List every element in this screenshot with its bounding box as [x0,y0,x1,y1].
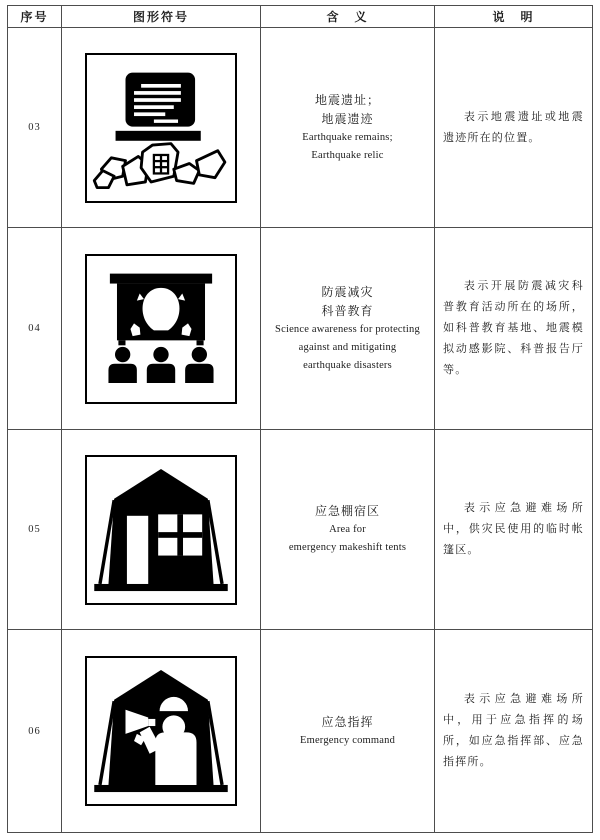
row-number: 03 [8,28,62,228]
description-text: 表示地震遗址或地震遗迹所在的位置。 [443,110,584,144]
meaning-line: 应急指挥 [321,714,374,729]
meaning-line: Earthquake relic [311,149,384,161]
meaning-line: Emergency command [299,734,396,746]
symbol-frame [85,656,237,806]
meaning-line: 地震遗迹 [321,111,374,126]
meaning-line: earthquake disasters [303,359,392,371]
description-text: 表示开展防震减灾科普教育活动所在的场所，如科普教育基地、地震模拟动感影院、科普报告厅等。 [443,280,584,376]
meaning-line: 防震减灾 [321,284,374,299]
description-cell [435,28,592,228]
symbol-frame [85,254,237,404]
meaning-cell [261,430,435,630]
symbol-cell [62,228,261,430]
description-text: 表示应急避难场所中，供灾民使用的临时帐篷区。 [443,502,584,556]
description-cell [435,630,592,832]
meaning-cell [261,630,435,832]
meaning-cell [261,228,435,430]
header-col-description: 说 明 [435,6,592,28]
symbol-cell [62,630,261,832]
symbol-table [7,5,593,833]
header-col-meaning: 含 义 [261,6,435,28]
science-education-icon [89,258,233,400]
emergency-command-icon [89,660,233,802]
meaning-line: Earthquake remains; [302,131,393,143]
row-number: 06 [8,630,62,832]
description-text: 表示应急避难场所中，用于应急指挥的场所，如应急指挥部、应急指挥所。 [443,693,584,768]
description-cell [435,430,592,630]
meaning-line: 科普教育 [321,303,374,318]
description-cell [435,228,592,430]
emergency-tent-area-icon [89,459,233,601]
row-number: 04 [8,228,62,430]
meaning-line: 应急棚宿区 [314,504,380,518]
header-col-no: 序号 [8,6,62,28]
symbol-frame [85,53,237,203]
meaning-line: Science awareness for protecting [275,323,420,335]
meaning-line: Area for [329,524,366,535]
symbol-cell [62,28,261,228]
row-number: 05 [8,430,62,630]
meaning-cell [261,28,435,228]
meaning-line: against and mitigating [298,341,397,353]
symbol-cell [62,430,261,630]
symbol-frame [85,455,237,605]
header-col-symbol: 图形符号 [62,6,261,28]
meaning-line: 地震遗址； [314,92,380,107]
meaning-line: emergency makeshift tents [288,542,407,553]
earthquake-relic-icon [89,57,233,199]
